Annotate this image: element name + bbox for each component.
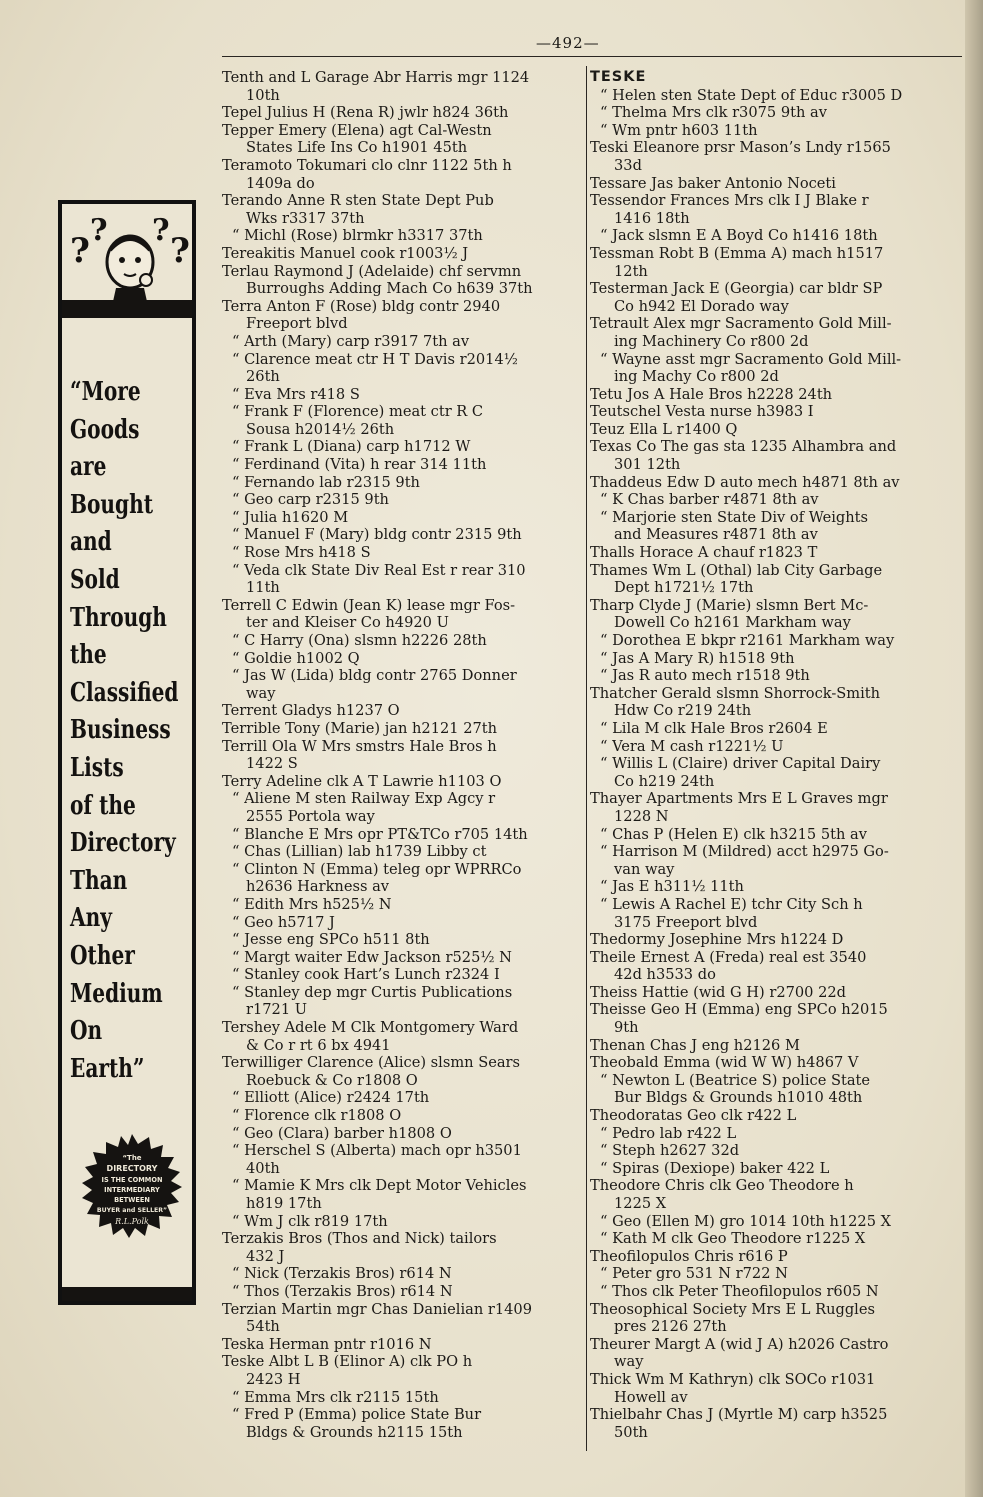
entry-continuation: Co h219 24th <box>614 772 715 790</box>
directory-entry <box>222 456 580 474</box>
entry-line: Tetrault Alex mgr Sacramento Gold Mill- <box>590 315 892 333</box>
directory-entry <box>222 544 580 562</box>
entry-line: “ Vera M cash r1221½ U <box>600 737 784 755</box>
entry-continuation: Dept h1721½ 17th <box>614 579 754 597</box>
entry-line: Theodoratas Geo clk r422 L <box>590 1107 797 1125</box>
entry-line: Terzakis Bros (Thos and Nick) tailors <box>222 1230 497 1248</box>
directory-entry <box>222 245 580 263</box>
directory-entry <box>222 826 580 844</box>
directory-entry <box>590 720 962 738</box>
svg-text:?: ? <box>90 213 108 248</box>
entry-line: “ Clarence meat ctr H T Davis r2014½ <box>232 350 518 368</box>
entry-line: Terra Anton F (Rose) bldg contr 2940 <box>222 297 501 315</box>
entry-line: “ Goldie h1002 Q <box>232 649 360 667</box>
entry-line: “ Steph h2627 32d <box>600 1142 740 1160</box>
entry-line: Tereakitis Manuel cook r1003½ J <box>222 244 469 262</box>
svg-text:?: ? <box>170 231 190 271</box>
listing-column-right <box>590 69 962 1441</box>
directory-entry <box>590 949 962 984</box>
entry-continuation: 40th <box>246 1159 280 1177</box>
entry-line: Theofilopulos Chris r616 P <box>590 1247 788 1265</box>
directory-entry <box>222 263 580 298</box>
directory-entry <box>590 878 962 896</box>
entry-line: “ Thelma Mrs clk r3075 9th av <box>600 104 827 122</box>
entry-line: Theisse Geo H (Emma) eng SPCo h2015 <box>590 1001 888 1019</box>
directory-entry <box>222 562 580 597</box>
entry-line: “ K Chas barber r4871 8th av <box>600 491 819 509</box>
entry-line: “ Dorothea E bkpr r2161 Markham way <box>600 632 895 649</box>
entry-line: Terry Adeline clk A T Lawrie h1103 O <box>222 772 502 790</box>
entry-line: Thaddeus Edw D auto mech h4871 8th av <box>590 473 900 491</box>
directory-entry <box>590 632 962 650</box>
entry-continuation: Hdw Co r219 24th <box>614 702 752 720</box>
entry-line: Teuz Ella L r1400 Q <box>590 420 738 438</box>
directory-entry <box>590 1213 962 1231</box>
directory-entry <box>222 474 580 492</box>
entry-continuation: Dowell Co h2161 Markham way <box>614 614 851 632</box>
directory-entry <box>590 1283 962 1301</box>
directory-entry <box>222 333 580 351</box>
entry-continuation: ing Machy Co r800 2d <box>614 368 779 386</box>
entry-line: Thick Wm M Kathryn) clk SOCo r1031 <box>590 1370 876 1388</box>
entry-line: “ Fred P (Emma) police State Bur <box>232 1406 482 1424</box>
entry-continuation: 26th <box>246 368 280 386</box>
entry-line: Thenan Chas J eng h2126 M <box>590 1036 800 1054</box>
entry-continuation: States Life Ins Co h1901 45th <box>246 139 468 157</box>
entry-line: Thalls Horace A chauf r1823 T <box>590 544 818 562</box>
entry-continuation: h2636 Harkness av <box>246 878 390 896</box>
entry-line: “ Florence clk r1808 O <box>232 1107 402 1125</box>
entry-continuation: 9th <box>614 1019 639 1037</box>
directory-entry <box>590 931 962 949</box>
entry-continuation: 11th <box>246 579 280 597</box>
entry-line: “ Willis L (Claire) driver Capital Dairy <box>600 755 881 773</box>
entry-line: “ Jesse eng SPCo h511 8th <box>232 931 430 949</box>
entry-line: Terrent Gladys h1237 O <box>222 702 400 720</box>
entry-line: Tetu Jos A Hale Bros h2228 24th <box>590 385 833 403</box>
entry-line: “ Wm J clk r819 17th <box>232 1212 388 1230</box>
entry-continuation: 54th <box>246 1318 280 1336</box>
entry-continuation: Burroughs Adding Mach Co h639 37th <box>246 280 533 298</box>
entry-continuation: 1409a do <box>246 174 315 192</box>
page-number: —492— <box>536 34 600 52</box>
entry-continuation: 50th <box>614 1423 648 1441</box>
directory-entry <box>222 1406 580 1441</box>
directory-entry <box>222 386 580 404</box>
directory-entry <box>222 931 580 949</box>
directory-entry <box>222 1336 580 1354</box>
entry-continuation: van way <box>614 860 675 878</box>
entry-line: “ Helen sten State Dept of Educ r3005 D <box>600 86 903 104</box>
directory-entry <box>222 773 580 791</box>
directory-entry <box>590 843 962 878</box>
entry-line: “ Wm pntr h603 11th <box>600 121 758 139</box>
directory-seal <box>80 1134 184 1238</box>
entry-line: Terando Anne R sten State Dept Pub <box>222 192 494 210</box>
entry-line: “ Geo h5717 J <box>232 913 335 931</box>
entry-line: “ Jas E h311½ 11th <box>600 878 744 896</box>
directory-entry <box>222 1089 580 1107</box>
directory-entry <box>222 351 580 386</box>
directory-entry <box>222 157 580 192</box>
cartoon-base-bar <box>62 300 192 318</box>
entry-line: Teska Herman pntr r1016 N <box>222 1335 432 1353</box>
entry-continuation: Sousa h2014½ 26th <box>246 420 395 438</box>
entry-line: “ Lewis A Rachel E) tchr City Sch h <box>600 895 863 913</box>
entry-line: “ Kath M clk Geo Theodore r1225 X <box>600 1230 866 1248</box>
directory-entry <box>222 702 580 720</box>
entry-line: “ Fernando lab r2315 9th <box>232 473 420 491</box>
entry-continuation: Wks r3317 37th <box>246 209 365 227</box>
seal-line: DIRECTORY <box>106 1164 158 1173</box>
entry-continuation: Bur Bldgs & Grounds h1010 48th <box>614 1089 863 1107</box>
seal-signature: R.L.Polk <box>115 1217 149 1226</box>
seal-line: BETWEEN <box>114 1196 150 1204</box>
directory-entry <box>222 227 580 245</box>
entry-line: “ Jas W (Lida) bldg contr 2765 Donner <box>232 667 517 685</box>
directory-entry <box>590 755 962 790</box>
directory-entry <box>222 843 580 861</box>
entry-line: Thedormy Josephine Mrs h1224 D <box>590 931 844 949</box>
directory-entry <box>222 1054 580 1089</box>
entry-line: Terrible Tony (Marie) jan h2121 27th <box>222 719 498 737</box>
directory-entry <box>590 1248 962 1266</box>
directory-entry <box>222 597 580 632</box>
directory-entry <box>590 315 962 350</box>
directory-entry <box>222 667 580 702</box>
directory-entry <box>590 667 962 685</box>
svg-text:?: ? <box>70 231 90 271</box>
entry-continuation: ter and Kleiser Co h4920 U <box>246 614 449 632</box>
entry-line: “ Geo carp r2315 9th <box>232 491 389 509</box>
directory-entry <box>590 1125 962 1143</box>
entry-line: “ Aliene M sten Railway Exp Agcy r <box>232 790 496 808</box>
directory-entry <box>222 1283 580 1301</box>
directory-entry <box>222 298 580 333</box>
directory-entry <box>590 1336 962 1371</box>
entry-line: “ Marjorie sten State Div of Weights <box>600 508 868 526</box>
directory-entry <box>222 491 580 509</box>
directory-entry <box>590 826 962 844</box>
entry-line: “ Nick (Terzakis Bros) r614 N <box>232 1265 452 1283</box>
entry-line: “ Frank F (Florence) meat ctr R C <box>232 403 484 421</box>
entry-line: “ Manuel F (Mary) bldg contr 2315 9th <box>232 526 522 544</box>
directory-entry <box>222 1177 580 1212</box>
entry-line: “ Herschel S (Alberta) mach opr h3501 <box>232 1142 522 1160</box>
entry-line: “ Blanche E Mrs opr PT&TCo r705 14th <box>232 825 528 843</box>
entry-line: “ Jas A Mary R) h1518 9th <box>600 649 795 667</box>
entry-line: Testerman Jack E (Georgia) car bldr SP <box>590 280 883 298</box>
entry-line: “ Pedro lab r422 L <box>600 1124 737 1142</box>
directory-entry <box>590 351 962 386</box>
directory-entry <box>590 544 962 562</box>
directory-entry <box>590 1160 962 1178</box>
listing-column-left <box>222 69 580 1441</box>
directory-entry <box>590 1107 962 1125</box>
directory-entry <box>222 69 580 104</box>
directory-entry <box>590 403 962 421</box>
directory-entry <box>222 949 580 967</box>
directory-entry <box>222 738 580 773</box>
entry-line: “ Mamie K Mrs clk Dept Motor Vehicles <box>232 1177 527 1195</box>
directory-entry <box>222 1301 580 1336</box>
entry-continuation: 1228 N <box>614 807 669 825</box>
directory-entry <box>590 984 962 1002</box>
entry-continuation: & Co r rt 6 bx 4941 <box>246 1036 391 1054</box>
entry-line: Texas Co The gas sta 1235 Alhambra and <box>590 438 897 456</box>
page-edge-shadow <box>965 0 983 1497</box>
seal-line: “The <box>122 1154 142 1162</box>
entry-line: “ Eva Mrs r418 S <box>232 385 360 403</box>
entry-line: Terlau Raymond J (Adelaide) chf servmn <box>222 262 522 280</box>
entry-line: Tessendor Frances Mrs clk I J Blake r <box>590 192 869 210</box>
directory-entry <box>590 1054 962 1072</box>
entry-line: “ Jas R auto mech r1518 9th <box>600 667 810 685</box>
directory-entry <box>590 421 962 439</box>
directory-entry <box>222 1265 580 1283</box>
entry-line: “ Stanley cook Hart’s Lunch r2324 I <box>232 966 500 984</box>
entry-continuation: Roebuck & Co r1808 O <box>246 1071 418 1089</box>
entry-line: Thielbahr Chas J (Myrtle M) carp h3525 <box>590 1406 888 1424</box>
entry-continuation: Bldgs & Grounds h2115 15th <box>246 1423 463 1441</box>
entry-line: Theiss Hattie (wid G H) r2700 22d <box>590 983 847 1001</box>
directory-entry <box>590 650 962 668</box>
seal-line: IS THE COMMON <box>101 1176 163 1184</box>
directory-entry <box>222 650 580 668</box>
entry-line: “ Lila M clk Hale Bros r2604 E <box>600 719 828 737</box>
entry-line: “ Thos clk Peter Theofilopulos r605 N <box>600 1282 879 1300</box>
entry-line: “ Chas (Lillian) lab h1739 Libby ct <box>232 843 487 861</box>
directory-entry <box>590 175 962 193</box>
entry-continuation: way <box>246 684 276 702</box>
directory-entry <box>590 386 962 404</box>
directory-entry <box>222 1142 580 1177</box>
directory-entry <box>590 1072 962 1107</box>
seal-line: BUYER and SELLER” <box>96 1207 168 1214</box>
directory-entry <box>222 122 580 157</box>
directory-entry <box>590 1001 962 1036</box>
entry-line: Tharp Clyde J (Marie) slsmn Bert Mc- <box>590 596 869 614</box>
directory-entry <box>590 1406 962 1441</box>
directory-entry <box>590 1265 962 1283</box>
directory-entry <box>222 984 580 1019</box>
entry-line: “ Wayne asst mgr Sacramento Gold Mill- <box>600 350 902 368</box>
directory-entry <box>590 491 962 509</box>
entry-line: Theobald Emma (wid W W) h4867 V <box>590 1054 859 1072</box>
directory-entry <box>222 509 580 527</box>
entry-line: TESKE <box>590 69 647 85</box>
entry-line: “ Spiras (Dexiope) baker 422 L <box>600 1159 830 1177</box>
directory-entry <box>590 474 962 492</box>
directory-entry <box>590 87 962 105</box>
entry-continuation: h819 17th <box>246 1195 322 1212</box>
entry-continuation: 10th <box>246 86 280 104</box>
directory-entry <box>222 966 580 984</box>
advertisement-box <box>58 200 196 1305</box>
directory-entry <box>590 1177 962 1212</box>
entry-continuation: 1416 18th <box>614 209 690 227</box>
directory-entry <box>222 1125 580 1143</box>
entry-line: “ Elliott (Alice) r2424 17th <box>232 1089 430 1107</box>
entry-line: “ Geo (Ellen M) gro 1014 10th h1225 X <box>600 1212 892 1230</box>
directory-entry <box>222 790 580 825</box>
entry-line: “ Frank L (Diana) carp h1712 W <box>232 438 471 456</box>
entry-continuation: Howell av <box>614 1388 688 1406</box>
directory-entry <box>590 122 962 140</box>
entry-line: Terzian Martin mgr Chas Danielian r1409 <box>222 1300 532 1318</box>
directory-entry <box>590 896 962 931</box>
directory-entry <box>222 632 580 650</box>
directory-entry <box>222 1353 580 1388</box>
directory-entry <box>590 104 962 122</box>
directory-entry <box>222 720 580 738</box>
entry-continuation: 301 12th <box>614 456 681 474</box>
entry-line: Terwilliger Clarence (Alice) slsmn Sears <box>222 1054 520 1072</box>
entry-line: “ Newton L (Beatrice S) police State <box>600 1071 871 1089</box>
entry-line: Theosophical Society Mrs E L Ruggles <box>590 1300 875 1318</box>
directory-entry <box>222 914 580 932</box>
directory-entry <box>590 192 962 227</box>
directory-entry <box>590 245 962 280</box>
entry-continuation: 2423 H <box>246 1370 301 1388</box>
entry-line: Theodore Chris clk Geo Theodore h <box>590 1177 854 1195</box>
directory-entry <box>222 1230 580 1265</box>
directory-entry <box>222 104 580 122</box>
directory-entry <box>590 790 962 825</box>
entry-line: “ Arth (Mary) carp r3917 7th av <box>232 332 470 350</box>
entry-line: Teske Albt L B (Elinor A) clk PO h <box>222 1353 473 1371</box>
directory-entry <box>222 896 580 914</box>
directory-entry <box>222 192 580 227</box>
entry-continuation: 42d h3533 do <box>614 966 716 984</box>
directory-entry <box>590 1142 962 1160</box>
column-divider <box>586 66 587 1451</box>
entry-line: “ Rose Mrs h418 S <box>232 544 371 562</box>
directory-entry <box>590 509 962 544</box>
entry-continuation: 432 J <box>246 1247 285 1265</box>
directory-entry <box>222 861 580 896</box>
directory-entry <box>590 1371 962 1406</box>
entry-line: “ Geo (Clara) barber h1808 O <box>232 1124 452 1142</box>
entry-continuation: 12th <box>614 262 648 280</box>
directory-entry <box>222 526 580 544</box>
entry-line: “ Veda clk State Div Real Est r rear 310 <box>232 561 526 579</box>
entry-line: Theile Ernest A (Freda) real est 3540 <box>590 948 867 966</box>
entry-continuation: Freeport blvd <box>246 315 348 333</box>
entry-continuation: and Measures r4871 8th av <box>614 526 818 544</box>
entry-continuation: 1225 X <box>614 1195 667 1212</box>
directory-entry <box>222 438 580 456</box>
header-rule <box>222 56 962 57</box>
entry-line: “ Stanley dep mgr Curtis Publications <box>232 983 513 1001</box>
entry-continuation: ing Machinery Co r800 2d <box>614 332 809 350</box>
entry-line: “ Emma Mrs clk r2115 15th <box>232 1388 439 1406</box>
advertisement-quote: “More Goods are Bought and Sold Through the Classified Business Lists of the Directory Than Any Other Medium On Earth” <box>70 377 179 1084</box>
directory-entry <box>590 438 962 473</box>
entry-line: Tershey Adele M Clk Montgomery Ward <box>222 1019 519 1037</box>
entry-line: Thatcher Gerald slsmn Shorrock-Smith <box>590 684 881 702</box>
entry-continuation: pres 2126 27th <box>614 1318 727 1336</box>
directory-entry <box>590 1301 962 1336</box>
entry-line: “ Edith Mrs h525½ N <box>232 895 392 913</box>
entry-continuation: way <box>614 1353 644 1371</box>
entry-line: Teski Eleanore prsr Mason’s Lndy r1565 <box>590 139 891 157</box>
entry-continuation: 2555 Portola way <box>246 807 375 825</box>
directory-entry <box>590 685 962 720</box>
svg-text:?: ? <box>152 213 170 248</box>
entry-line: Tessare Jas baker Antonio Noceti <box>590 174 836 192</box>
advertisement-bottom-bar <box>62 1287 192 1301</box>
entry-continuation: 1422 S <box>246 755 298 773</box>
entry-line: Tessman Robt B (Emma A) mach h1517 <box>590 244 884 262</box>
entry-line: “ Clinton N (Emma) teleg opr WPRRCo <box>232 860 522 878</box>
directory-entry <box>222 1389 580 1407</box>
directory-entry <box>222 1019 580 1054</box>
entry-line: Terrill Ola W Mrs smstrs Hale Bros h <box>222 737 497 755</box>
entry-line: “ Jack slsmn E A Boyd Co h1416 18th <box>600 227 878 245</box>
entry-line: “ Ferdinand (Vita) h rear 314 11th <box>232 456 487 474</box>
directory-entry <box>222 1107 580 1125</box>
entry-line: “ C Harry (Ona) slsmn h2226 28th <box>232 632 487 649</box>
entry-line: “ Harrison M (Mildred) acct h2975 Go- <box>600 843 889 861</box>
entry-continuation: r1721 U <box>246 1001 308 1019</box>
entry-line: Tepel Julius H (Rena R) jwlr h824 36th <box>222 104 509 122</box>
directory-entry <box>590 597 962 632</box>
section-heading <box>590 69 962 87</box>
directory-entry <box>590 738 962 756</box>
entry-line: “ Julia h1620 M <box>232 508 349 526</box>
entry-line: Terrell C Edwin (Jean K) lease mgr Fos- <box>222 596 516 614</box>
entry-line: “ Margt waiter Edw Jackson r525½ N <box>232 948 512 966</box>
seal-line: INTERMEDIARY <box>104 1186 160 1194</box>
entry-line: Thayer Apartments Mrs E L Graves mgr <box>590 790 888 808</box>
entry-line: “ Peter gro 531 N r722 N <box>600 1265 788 1283</box>
entry-line: Thames Wm L (Othal) lab City Garbage <box>590 561 883 579</box>
directory-entry <box>590 280 962 315</box>
directory-entry <box>222 1213 580 1231</box>
entry-continuation: 33d <box>614 156 642 174</box>
directory-entry <box>590 139 962 174</box>
entry-line: Teutschel Vesta nurse h3983 I <box>590 403 814 421</box>
directory-entry <box>590 1230 962 1248</box>
directory-entry <box>590 1037 962 1055</box>
directory-entry <box>590 562 962 597</box>
entry-line: Tenth and L Garage Abr Harris mgr 1124 <box>222 69 530 86</box>
entry-line: “ Michl (Rose) blrmkr h3317 37th <box>232 227 483 245</box>
entry-continuation: 3175 Freeport blvd <box>614 913 758 931</box>
entry-line: Tepper Emery (Elena) agt Cal-Westn <box>222 121 492 139</box>
entry-line: Theurer Margt A (wid J A) h2026 Castro <box>590 1335 889 1353</box>
entry-line: “ Thos (Terzakis Bros) r614 N <box>232 1282 453 1300</box>
entry-line: “ Chas P (Helen E) clk h3215 5th av <box>600 825 867 843</box>
directory-entry <box>222 403 580 438</box>
directory-entry <box>590 227 962 245</box>
entry-continuation: Co h942 El Dorado way <box>614 297 789 315</box>
entry-line: Teramoto Tokumari clo clnr 1122 5th h <box>222 156 512 174</box>
